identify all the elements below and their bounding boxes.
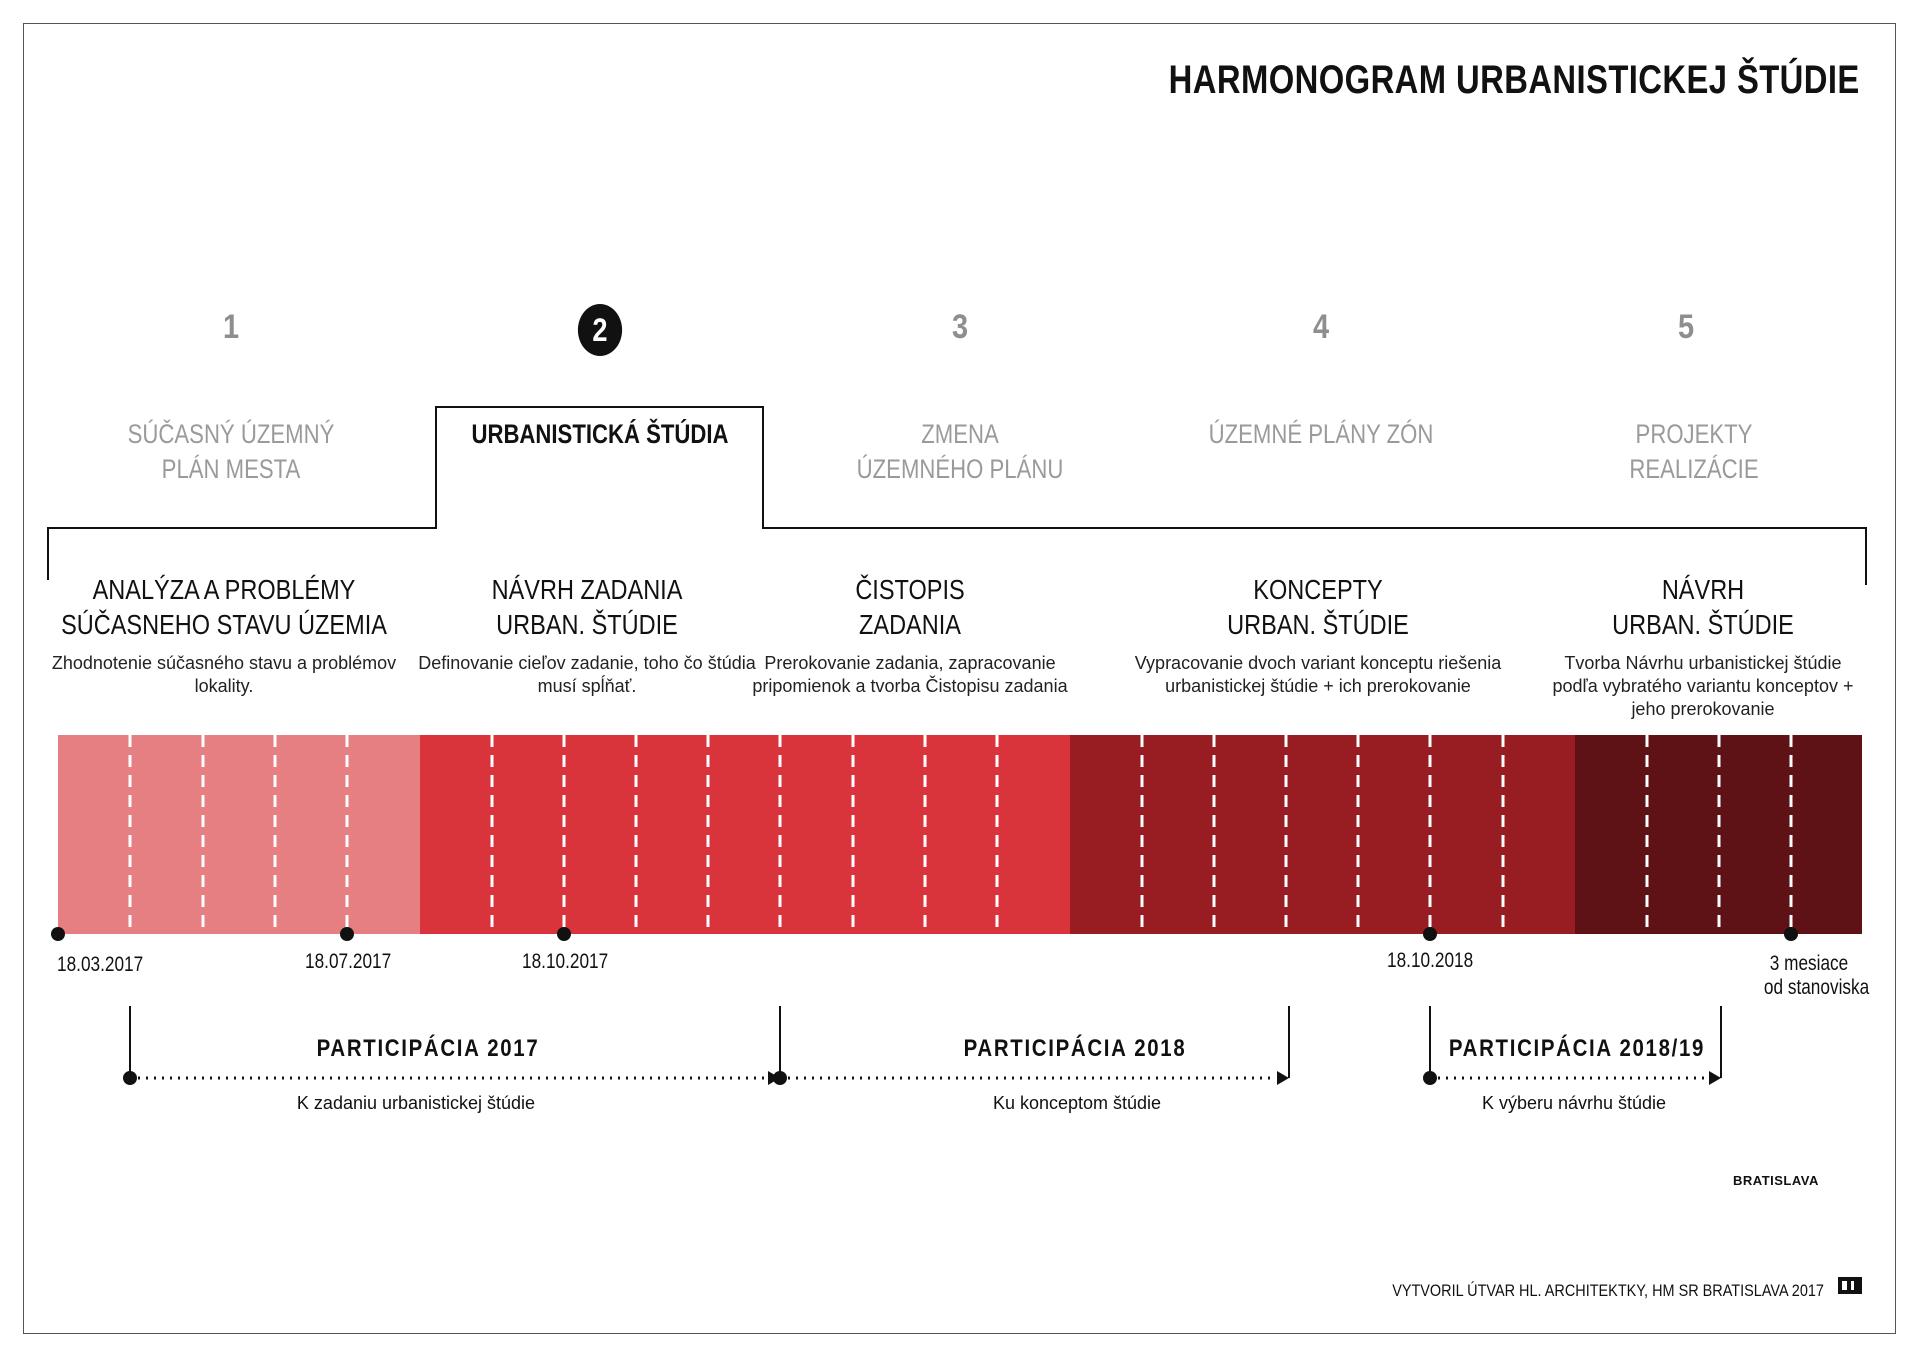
credit-text: VYTVORIL ÚTVAR HL. ARCHITEKTKY, HM SR BRATISLAVA 2017	[1392, 1281, 1824, 1300]
phase-desc-1: Zhodnotenie súčasného stavu a problémov lokality.	[51, 653, 397, 696]
step-label-5-line1: PROJEKTY	[1635, 419, 1753, 449]
step-label-1-line1: SÚČASNÝ ÚZEMNÝ	[127, 419, 335, 449]
step-label-3-line1: ZMENA	[921, 419, 999, 449]
participation-2018-subtitle: Ku konceptom štúdie	[992, 1093, 1162, 1113]
date-label-3: 18.10.2017	[522, 950, 609, 973]
date-label-5	[1763, 952, 1870, 1000]
phase-title-3-line2: ZADANIA	[859, 609, 961, 640]
date-marker-2	[340, 927, 354, 941]
date-label-4: 18.10.2018	[1387, 949, 1474, 972]
phase-title-3-line1: ČISTOPIS	[855, 574, 965, 605]
stage-bracket-line	[48, 407, 1866, 585]
phase-desc-2: Definovanie cieľov zadanie, toho čo štúdia musí spĺňať.	[418, 653, 756, 696]
participation-2017-subtitle: K zadaniu urbanistickej štúdie	[296, 1093, 536, 1113]
step-number-5: 5	[1677, 308, 1695, 346]
step-number-1: 1	[222, 308, 240, 346]
segment-zadanie	[420, 735, 1070, 934]
page-title: HARMONOGRAM URBANISTICKEJ ŠTÚDIE	[1168, 58, 1860, 102]
phase-title-5-line2: URBAN. ŠTÚDIE	[1612, 609, 1794, 640]
date-marker-3	[557, 927, 571, 941]
step-number-2: 2	[578, 304, 622, 356]
step-label-1-line2: PLÁN MESTA	[161, 454, 301, 484]
participation-2018-title: PARTICIPÁCIA 2018	[963, 1035, 1187, 1062]
step-label-3-line2: ÚZEMNÉHO PLÁNU	[856, 454, 1064, 484]
phase-title-1-line2: SÚČASNEHO STAVU ÚZEMIA	[61, 609, 387, 640]
date-label-5-line2: od stanoviska	[1763, 976, 1870, 999]
step-label-4-line1: ÚZEMNÉ PLÁNY ZÓN	[1208, 419, 1434, 449]
phase-title-2-line2: URBAN. ŠTÚDIE	[496, 609, 678, 640]
date-marker-5	[1784, 927, 1798, 941]
phase-desc-5: Tvorba Návrhu urbanistickej štúdie podľa vybratého variantu konceptov + jeho prerokovanie	[1552, 653, 1854, 719]
step-label-2-line1: URBANISTICKÁ ŠTÚDIA	[471, 419, 729, 449]
participation-2017-title: PARTICIPÁCIA 2017	[316, 1035, 540, 1062]
date-marker-4	[1423, 927, 1437, 941]
date-marker-1	[51, 927, 65, 941]
step-label-5-line2: REALIZÁCIE	[1629, 454, 1759, 484]
phase-title-1-line1: ANALÝZA A PROBLÉMY	[92, 574, 356, 605]
segment-koncepty	[1070, 735, 1575, 934]
segment-analysis	[58, 735, 420, 934]
bratislava-logo-icon	[1838, 1277, 1862, 1294]
phase-desc-3: Prerokovanie zadania, zapracovanie pripomienok a tvorba Čistopisu zadania	[752, 653, 1068, 696]
phase-title-5-line1: NÁVRH	[1661, 574, 1745, 605]
participation-2018-19-title: PARTICIPÁCIA 2018/19	[1448, 1035, 1706, 1062]
phase-title-4-line2: URBAN. ŠTÚDIE	[1227, 609, 1409, 640]
date-label-1: 18.03.2017	[57, 953, 144, 976]
step-number-4: 4	[1312, 308, 1330, 346]
participation-2018-19-subtitle: K výberu návrhu štúdie	[1481, 1093, 1667, 1113]
phase-desc-4: Vypracovanie dvoch variant konceptu riešenia urbanistickej štúdie + ich prerokovanie	[1134, 653, 1502, 696]
phase-title-4-line1: KONCEPTY	[1253, 574, 1383, 605]
city-label: BRATISLAVA	[1733, 1173, 1819, 1188]
date-label-5-line1: 3 mesiace	[1769, 952, 1849, 975]
phase-title-2-line1: NÁVRH ZADANIA	[491, 574, 683, 605]
date-label-2: 18.07.2017	[305, 950, 392, 973]
step-number-3: 3	[951, 308, 969, 346]
